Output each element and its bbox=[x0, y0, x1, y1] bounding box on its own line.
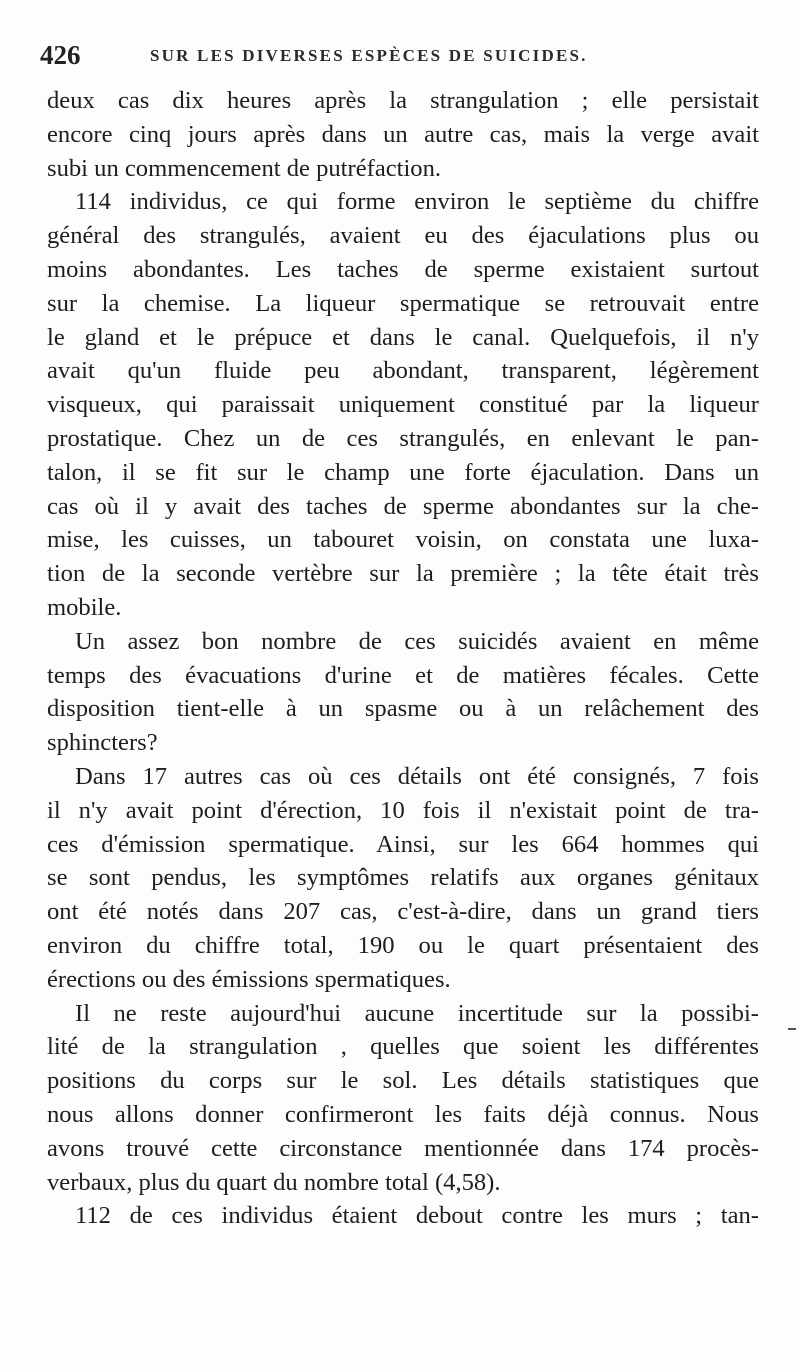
text-line: Il ne reste aujourd'hui aucune incertitude sur la possibi- bbox=[75, 999, 759, 1027]
text-line: 112 de ces individus étaient debout contre les murs ; tan- bbox=[75, 1202, 759, 1230]
running-title: SUR LES DIVERSES ESPÈCES DE SUICIDES. bbox=[150, 46, 588, 65]
text-line: cas où il y avait des taches de sperme abondantes sur la che- bbox=[47, 492, 759, 520]
text-line: ces d'émission spermatique. Ainsi, sur les 664 hommes qui bbox=[47, 830, 759, 858]
text-line: avons trouvé cette circonstance mentionnée dans 174 procès- bbox=[47, 1134, 759, 1162]
paragraph bbox=[47, 760, 759, 997]
paragraph bbox=[47, 1199, 759, 1233]
text-line: lité de la strangulation , quelles que soient les différentes bbox=[47, 1033, 759, 1061]
running-head bbox=[40, 40, 760, 76]
paragraph bbox=[47, 84, 759, 185]
text-line: mise, les cuisses, un tabouret voisin, on constata une luxa- bbox=[47, 526, 759, 554]
paragraph bbox=[47, 997, 759, 1200]
body-text bbox=[47, 84, 759, 1233]
text-line: tion de la seconde vertèbre sur la première ; la tête était très bbox=[47, 560, 759, 588]
text-line: avait qu'un fluide peu abondant, transparent, légèrement bbox=[47, 357, 759, 385]
text-line: il n'y avait point d'érection, 10 fois il n'existait point de tra- bbox=[47, 796, 759, 824]
text-line: disposition tient-elle à un spasme ou à un relâchement des bbox=[47, 695, 759, 723]
page-number: 426 bbox=[40, 40, 81, 70]
text-line: subi un commencement de putréfaction. bbox=[47, 154, 442, 182]
text-line: visqueux, qui paraissait uniquement constitué par la liqueur bbox=[47, 391, 759, 419]
text-line: deux cas dix heures après la strangulation ; elle persistait bbox=[47, 87, 759, 114]
text-line: Dans 17 autres cas où ces détails ont été consignés, 7 fois bbox=[75, 762, 759, 790]
text-line: moins abondantes. Les taches de sperme existaient surtout bbox=[47, 255, 759, 283]
text-line: ont été notés dans 207 cas, c'est-à-dire, dans un grand tiers bbox=[47, 898, 759, 926]
text-line: encore cinq jours après dans un autre cas, mais la verge avait bbox=[47, 120, 759, 148]
paragraph bbox=[47, 185, 759, 624]
paragraph bbox=[47, 625, 759, 760]
text-line: temps des évacuations d'urine et de matières fécales. Cette bbox=[47, 661, 759, 689]
text-line: 114 individus, ce qui forme environ le septième du chiffre bbox=[75, 188, 759, 216]
text-line: environ du chiffre total, 190 ou le quart présentaient des bbox=[47, 931, 759, 959]
text-line: nous allons donner confirmeront les faits déjà connus. Nous bbox=[47, 1100, 759, 1128]
text-line: sur la chemise. La liqueur spermatique se retrouvait entre bbox=[47, 289, 759, 317]
text-line: mobile. bbox=[47, 593, 122, 621]
text-line: Un assez bon nombre de ces suicidés avaient en même bbox=[75, 627, 759, 655]
text-line: le gland et le prépuce et dans le canal. Quelquefois, il n'y bbox=[47, 323, 759, 351]
text-line: se sont pendus, les symptômes relatifs aux organes génitaux bbox=[47, 864, 759, 892]
text-line: talon, il se fit sur le champ une forte éjaculation. Dans un bbox=[47, 458, 759, 486]
text-line: érections ou des émissions spermatiques. bbox=[47, 965, 451, 993]
text-line: positions du corps sur le sol. Les détails statistiques que bbox=[47, 1067, 759, 1095]
text-line: prostatique. Chez un de ces strangulés, en enlevant le pan- bbox=[47, 424, 759, 452]
text-line: général des strangulés, avaient eu des éjaculations plus ou bbox=[47, 222, 759, 250]
margin-mark bbox=[788, 1028, 796, 1030]
text-line: verbaux, plus du quart du nombre total (4,58). bbox=[47, 1168, 501, 1196]
text-line: sphincters? bbox=[47, 729, 158, 757]
